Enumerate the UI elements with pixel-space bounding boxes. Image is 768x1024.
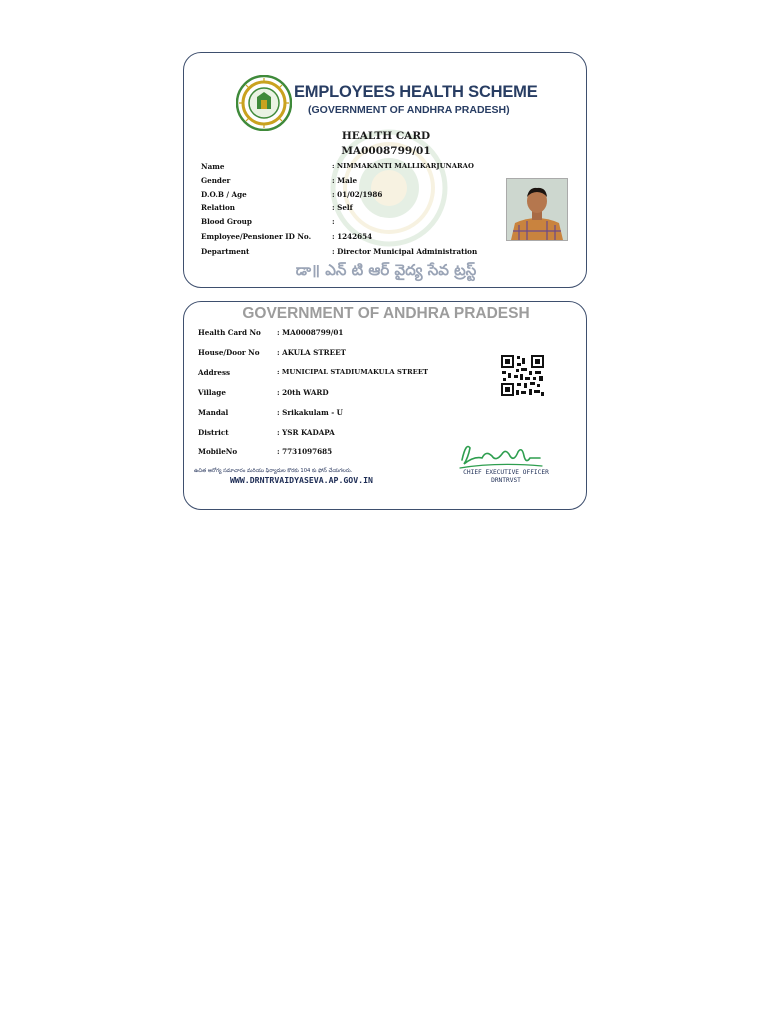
scheme-title: EMPLOYEES HEALTH SCHEME (294, 83, 538, 101)
field-label: Health Card No (198, 328, 261, 337)
field-value: : NIMMAKANTI MALLIKARJUNARAO (332, 162, 474, 170)
field-label: Department (201, 247, 250, 256)
health-card-number: MA0008799/01 (341, 145, 431, 157)
qr-code-icon (500, 354, 545, 397)
field-value: : Male (332, 176, 358, 185)
field-value: : 01/02/1986 (332, 190, 383, 199)
ceo-signature-icon (456, 438, 546, 472)
health-card-back (183, 301, 587, 510)
website-url: WWW.DRNTRVAIDYASEVA.AP.GOV.IN (230, 475, 373, 485)
field-value: : Self (332, 203, 353, 212)
government-title: GOVERNMENT OF ANDHRA PRADESH (242, 305, 530, 322)
ceo-designation (446, 469, 566, 485)
health-card-front (183, 52, 587, 288)
field-value: : 1242654 (332, 232, 373, 241)
field-label: Blood Group (201, 217, 252, 226)
field-label: District (198, 428, 229, 437)
field-label: Name (201, 162, 225, 171)
field-label: Village (198, 388, 226, 397)
field-label: Mandal (198, 408, 229, 417)
field-value: : 20th WARD (277, 388, 329, 397)
field-value: : Srikakulam - U (277, 408, 343, 417)
ap-state-emblem-icon (236, 75, 292, 131)
field-label: Relation (201, 203, 236, 212)
field-value: : MA0008799/01 (277, 328, 344, 337)
trust-name-telugu: డా॥ ఎన్ టి ఆర్ వైద్య సేవ ట్రస్ట్ (295, 261, 477, 279)
officer-title: CHIEF EXECUTIVE OFFICER (463, 469, 549, 476)
member-photo (506, 178, 568, 241)
field-label: D.O.B / Age (201, 190, 247, 199)
field-value: : MUNICIPAL STADIUMAKULA STREET (277, 368, 429, 376)
health-card-label: HEALTH CARD (341, 130, 431, 142)
field-label: Employee/Pensioner ID No. (201, 232, 312, 241)
field-value: : YSR KADAPA (277, 428, 335, 437)
field-value: : 7731097685 (277, 447, 333, 456)
field-label: House/Door No (198, 348, 260, 357)
field-value: : AKULA STREET (277, 348, 346, 357)
field-label: MobileNo (198, 447, 238, 456)
scheme-subtitle: (GOVERNMENT OF ANDHRA PRADESH) (308, 104, 510, 116)
field-value: : Director Municipal Administration (332, 247, 478, 256)
officer-org: DRNTRVST (491, 477, 521, 484)
toll-free-note: ఉచిత ఆరోగ్య సమాచారం మరియు ఫిర్యాదుల కొరకు 104 కు ఫోన్ చేయగలరు. (194, 468, 353, 474)
field-label: Gender (201, 176, 231, 185)
field-value: : (332, 217, 335, 226)
field-label: Address (198, 368, 231, 377)
